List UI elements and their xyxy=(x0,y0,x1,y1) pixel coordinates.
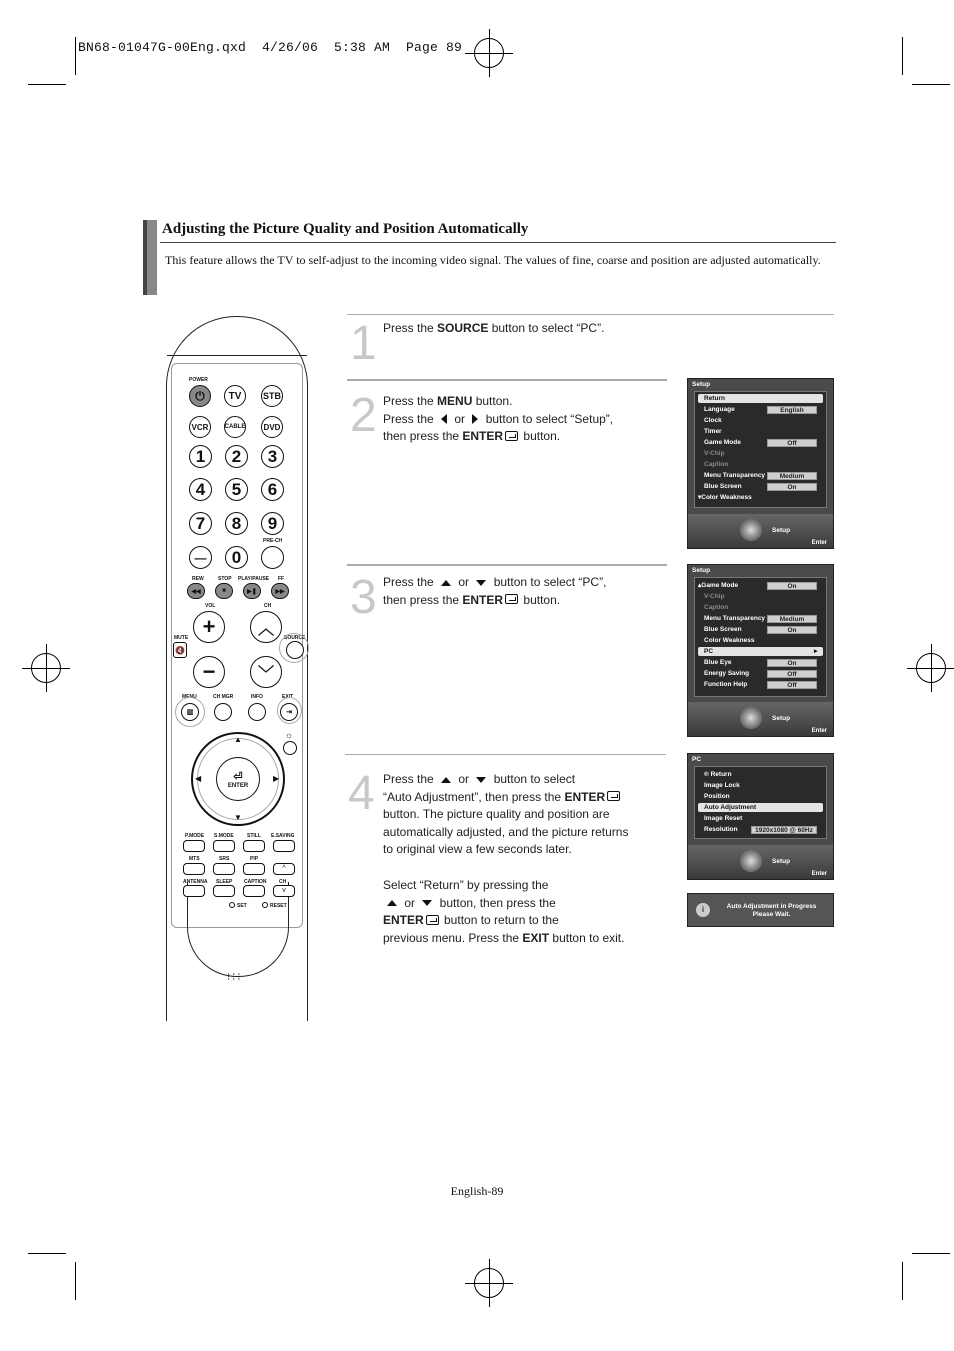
info-button[interactable] xyxy=(248,703,266,721)
osd-row: Caption xyxy=(704,604,729,611)
setup-gear-icon xyxy=(740,707,762,729)
osd-row[interactable]: Blue Eye On xyxy=(698,658,823,667)
rew-icon: ◀◀ xyxy=(191,588,201,595)
mute-label: MUTE xyxy=(174,635,189,641)
step-4-text: Press the or button to select “Auto Adjustment”, then press the ENTER button. The picture quality and position are automatically adjusted, and the picture returns to original view a few seconds later. Select “Return” by pressing the or button, then press the ENTER button to return to the previous menu. Press the EXIT button to exit. xyxy=(383,772,629,945)
chmgr-label: CH MGR xyxy=(213,694,234,700)
print-header: BN68-01047G-00Eng.qxd 4/26/06 5:38 AM Page 89 xyxy=(78,40,463,55)
osd-row[interactable]: ▴Game Mode On xyxy=(698,581,823,590)
section-bar xyxy=(143,220,157,295)
chevron-down-icon: v xyxy=(282,887,286,894)
registration-mark xyxy=(916,653,946,683)
mute-button[interactable] xyxy=(173,642,187,658)
osd-row[interactable]: ▾Color Weakness xyxy=(698,494,752,501)
cable-button[interactable]: CABLE xyxy=(224,416,246,438)
exit-label: EXIT xyxy=(282,694,294,700)
info-label: INFO xyxy=(251,694,263,700)
digit-9-button[interactable]: 9 xyxy=(261,512,284,535)
step-number: 4 xyxy=(348,767,375,820)
osd-row[interactable]: Menu Transparency Medium xyxy=(698,614,823,623)
auto-adjust-notice: i Auto Adjustment in Progress Please Wait. xyxy=(687,893,834,927)
prech-label: PRE-CH xyxy=(263,538,283,544)
stop-label: STOP xyxy=(218,576,232,582)
vcr-button[interactable]: VCR xyxy=(189,416,211,438)
minus-icon: − xyxy=(202,659,216,684)
section-title: Adjusting the Picture Quality and Position Automatically xyxy=(162,221,529,237)
pip-label: PIP xyxy=(250,856,259,862)
power-icon: ⏻ xyxy=(195,388,205,403)
osd-setup-menu-pc xyxy=(687,564,834,737)
osd-row[interactable]: Energy Saving Off xyxy=(698,669,823,678)
osd-row[interactable]: Function Help Off xyxy=(698,680,823,689)
crop-mark xyxy=(28,1253,66,1254)
step-rule xyxy=(347,564,667,566)
step-3-text: Press the or button to select “PC”, then press the ENTER button. xyxy=(383,575,607,607)
crop-mark xyxy=(912,84,950,85)
ch-mgr-button[interactable] xyxy=(214,703,232,721)
up-arrow-icon[interactable]: ▲ xyxy=(234,735,242,744)
power-button[interactable] xyxy=(189,385,211,407)
digit-4-button[interactable]: 4 xyxy=(189,478,212,501)
light-button[interactable] xyxy=(283,741,297,755)
title-rule xyxy=(160,242,836,243)
pip-ch-up-button[interactable] xyxy=(273,863,295,875)
enter-icon xyxy=(426,915,439,925)
ff-button[interactable] xyxy=(271,583,289,599)
smode-label: S.MODE xyxy=(214,833,234,839)
sleep-label: SLEEP xyxy=(216,879,233,885)
down-arrow-icon xyxy=(476,777,486,783)
info-icon: i xyxy=(696,903,710,917)
tv-button[interactable]: TV xyxy=(224,385,246,407)
crop-mark xyxy=(75,37,76,75)
registration-mark xyxy=(474,1268,504,1298)
down-arrow-icon[interactable]: ▼ xyxy=(234,813,242,822)
osd-panel xyxy=(694,766,827,839)
osd-row[interactable]: Game Mode Off xyxy=(698,438,823,447)
caption-button[interactable] xyxy=(243,885,265,897)
volume-down-button[interactable] xyxy=(193,656,225,688)
page-footer: English-89 xyxy=(450,1184,504,1198)
menu-label: MENU xyxy=(182,694,197,700)
step-rule xyxy=(345,754,666,755)
pip-button[interactable] xyxy=(243,863,265,875)
setup-gear-icon xyxy=(740,850,762,872)
esaving-button[interactable] xyxy=(273,840,295,852)
ch-label: CH xyxy=(264,603,272,609)
registration-mark xyxy=(474,38,504,68)
crop-mark xyxy=(912,1253,950,1254)
osd-enter-hint: Enter xyxy=(811,540,827,546)
still-button[interactable] xyxy=(243,840,265,852)
chevron-up-icon: ︿ xyxy=(257,620,274,638)
left-arrow-icon xyxy=(441,414,447,424)
digit-3-button[interactable]: 3 xyxy=(261,445,284,468)
pip-ch-label: CH xyxy=(279,879,287,885)
step-number: 2 xyxy=(350,389,377,442)
crop-mark xyxy=(902,1262,903,1300)
osd-row[interactable]: Menu Transparency Medium xyxy=(698,471,823,480)
antenna-button[interactable] xyxy=(183,885,205,897)
osd-row: Caption xyxy=(704,461,729,468)
osd-title: Setup xyxy=(692,381,711,388)
exit-icon: ⇥ xyxy=(286,709,292,716)
stb-button[interactable]: STB xyxy=(261,385,283,407)
volume-up-button[interactable] xyxy=(193,611,225,643)
setup-gear-icon xyxy=(740,519,762,541)
digit-7-button[interactable]: 7 xyxy=(189,512,212,535)
smode-button[interactable] xyxy=(213,840,235,852)
channel-down-button[interactable] xyxy=(250,656,282,688)
osd-setup-menu xyxy=(687,378,834,549)
ff-label: FF xyxy=(278,576,285,582)
right-arrow-icon[interactable]: ▶ xyxy=(273,774,280,783)
step-number: 3 xyxy=(350,571,377,624)
digit-5-button[interactable]: 5 xyxy=(225,478,248,501)
right-arrow-icon xyxy=(472,414,478,424)
channel-up-button[interactable] xyxy=(250,611,282,643)
playpause-label: PLAY/PAUSE xyxy=(238,576,270,582)
reset-button[interactable] xyxy=(262,902,268,908)
osd-row[interactable]: Return xyxy=(698,394,823,403)
mts-button[interactable] xyxy=(183,863,205,875)
chevron-down-icon: ﹀ xyxy=(257,665,274,683)
osd-row[interactable]: Timer xyxy=(704,428,722,435)
osd-row[interactable]: Clock xyxy=(704,417,722,424)
crop-mark xyxy=(75,1262,76,1300)
pmode-button[interactable] xyxy=(183,840,205,852)
osd-row-pc[interactable]: PC ► xyxy=(698,647,823,656)
up-arrow-icon xyxy=(441,580,451,586)
step-rule xyxy=(347,314,834,315)
mts-label: MTS xyxy=(189,856,200,862)
osd-row[interactable]: Color Weakness xyxy=(704,637,755,644)
osd-enter-hint: Enter xyxy=(811,728,827,734)
osd-title: Setup xyxy=(692,567,711,574)
digit-2-button[interactable]: 2 xyxy=(225,445,248,468)
osd-row-auto-adjustment[interactable]: Auto Adjustment xyxy=(698,803,823,812)
osd-row: Resolution 1920x1080 @ 60Hz xyxy=(698,825,823,834)
chevron-up-icon: ^ xyxy=(282,865,286,872)
osd-footer: Setup Enter xyxy=(688,514,833,548)
ff-icon: ▶▶ xyxy=(275,588,285,595)
light-icon: ☼ xyxy=(285,730,294,740)
osd-row: V-Chip xyxy=(704,593,725,600)
set-button[interactable] xyxy=(229,902,235,908)
reset-label: RESET xyxy=(270,903,287,909)
source-label: SOURCE xyxy=(284,635,306,641)
crop-mark xyxy=(28,84,66,85)
osd-row[interactable]: Language English xyxy=(698,405,823,414)
set-label: SET xyxy=(237,903,247,909)
step-2-text: Press the MENU button. Press the or button to select “Setup”, then press the ENTER button. xyxy=(383,394,614,444)
rew-label: REW xyxy=(192,576,204,582)
step-number: 1 xyxy=(350,317,377,370)
osd-title: PC xyxy=(692,756,702,763)
enter-icon xyxy=(505,431,518,441)
antenna-label: ANTENNA xyxy=(183,879,208,885)
play-pause-icon: ▶❚ xyxy=(247,588,257,595)
vol-label: VOL xyxy=(205,603,216,609)
enter-button[interactable]: ⏎ ENTER xyxy=(216,757,260,801)
mute-icon: 🔇 xyxy=(175,645,185,655)
sleep-button[interactable] xyxy=(213,885,235,897)
step-rule xyxy=(347,379,667,381)
dvd-button[interactable]: DVD xyxy=(261,416,283,438)
stop-button[interactable] xyxy=(215,583,233,599)
remote-control: ⁝⁝⁝ POWER ⏻ TV STB VCR CABLE DVD 1 2 3 4 5 6 7 8 9 — 0 PRE-CH REW STOP PLAY/PAUSE FF ◀◀ ■ ▶❚ ▶▶ VOL CH + ︿ MUTE 🔇 SOURCE − ﹀ MENU CH MGR INFO EXIT ▥ ⇥ ☼ ▲ ▼ ◀ ▶ ⏎ ENTER P.MODE S.MODE STILL E.SAVING MTS SRS PIP ^ ANTENNA SLEEP CAPTION CH v SET RESET xyxy=(166,316,308,1021)
osd-row[interactable]: ® Return xyxy=(704,771,732,778)
osd-pc-menu xyxy=(687,753,834,880)
prech-button[interactable] xyxy=(261,546,284,569)
osd-row[interactable]: Position xyxy=(704,793,730,800)
osd-row[interactable]: Image Reset xyxy=(704,815,743,822)
registration-mark xyxy=(31,653,61,683)
enter-icon xyxy=(505,594,518,604)
power-label: POWER xyxy=(189,377,208,383)
still-label: STILL xyxy=(247,833,261,839)
down-arrow-icon xyxy=(422,900,432,906)
osd-panel xyxy=(694,391,827,508)
srs-button[interactable] xyxy=(213,863,235,875)
pip-ch-down-button[interactable] xyxy=(273,885,295,897)
caption-label: CAPTION xyxy=(244,879,267,885)
left-arrow-icon[interactable]: ◀ xyxy=(195,774,202,783)
up-arrow-icon xyxy=(441,777,451,783)
menu-icon: ▥ xyxy=(186,709,194,716)
osd-enter-hint: Enter xyxy=(811,871,827,877)
up-arrow-icon xyxy=(387,900,397,906)
osd-row[interactable]: Blue Screen On xyxy=(698,625,823,634)
enter-icon xyxy=(607,791,620,801)
dash-button[interactable]: — xyxy=(189,546,212,569)
digit-0-button[interactable]: 0 xyxy=(225,546,248,569)
pmode-label: P.MODE xyxy=(185,833,205,839)
enter-icon: ⏎ xyxy=(233,770,243,783)
osd-panel xyxy=(694,577,827,697)
osd-footer: Setup Enter xyxy=(688,845,833,879)
srs-label: SRS xyxy=(219,856,230,862)
osd-row: V-Chip xyxy=(704,450,725,457)
digit-8-button[interactable]: 8 xyxy=(225,512,248,535)
digit-6-button[interactable]: 6 xyxy=(261,478,284,501)
section-intro: This feature allows the TV to self-adjust to the incoming video signal. The values of fine, coarse and position are adjusted automatically. xyxy=(165,253,821,267)
play-pause-button[interactable] xyxy=(243,583,261,599)
plus-icon: + xyxy=(202,614,216,639)
crop-mark xyxy=(902,37,903,75)
stop-icon: ■ xyxy=(222,588,226,594)
step-1-text: Press the SOURCE button to select “PC”. xyxy=(383,321,605,335)
osd-row[interactable]: Blue Screen On xyxy=(698,482,823,491)
osd-row[interactable]: Image Lock xyxy=(704,782,740,789)
down-arrow-icon xyxy=(476,580,486,586)
rew-button[interactable] xyxy=(187,583,205,599)
digit-1-button[interactable]: 1 xyxy=(189,445,212,468)
osd-footer: Setup Enter xyxy=(688,702,833,736)
esaving-label: E.SAVING xyxy=(271,833,295,839)
